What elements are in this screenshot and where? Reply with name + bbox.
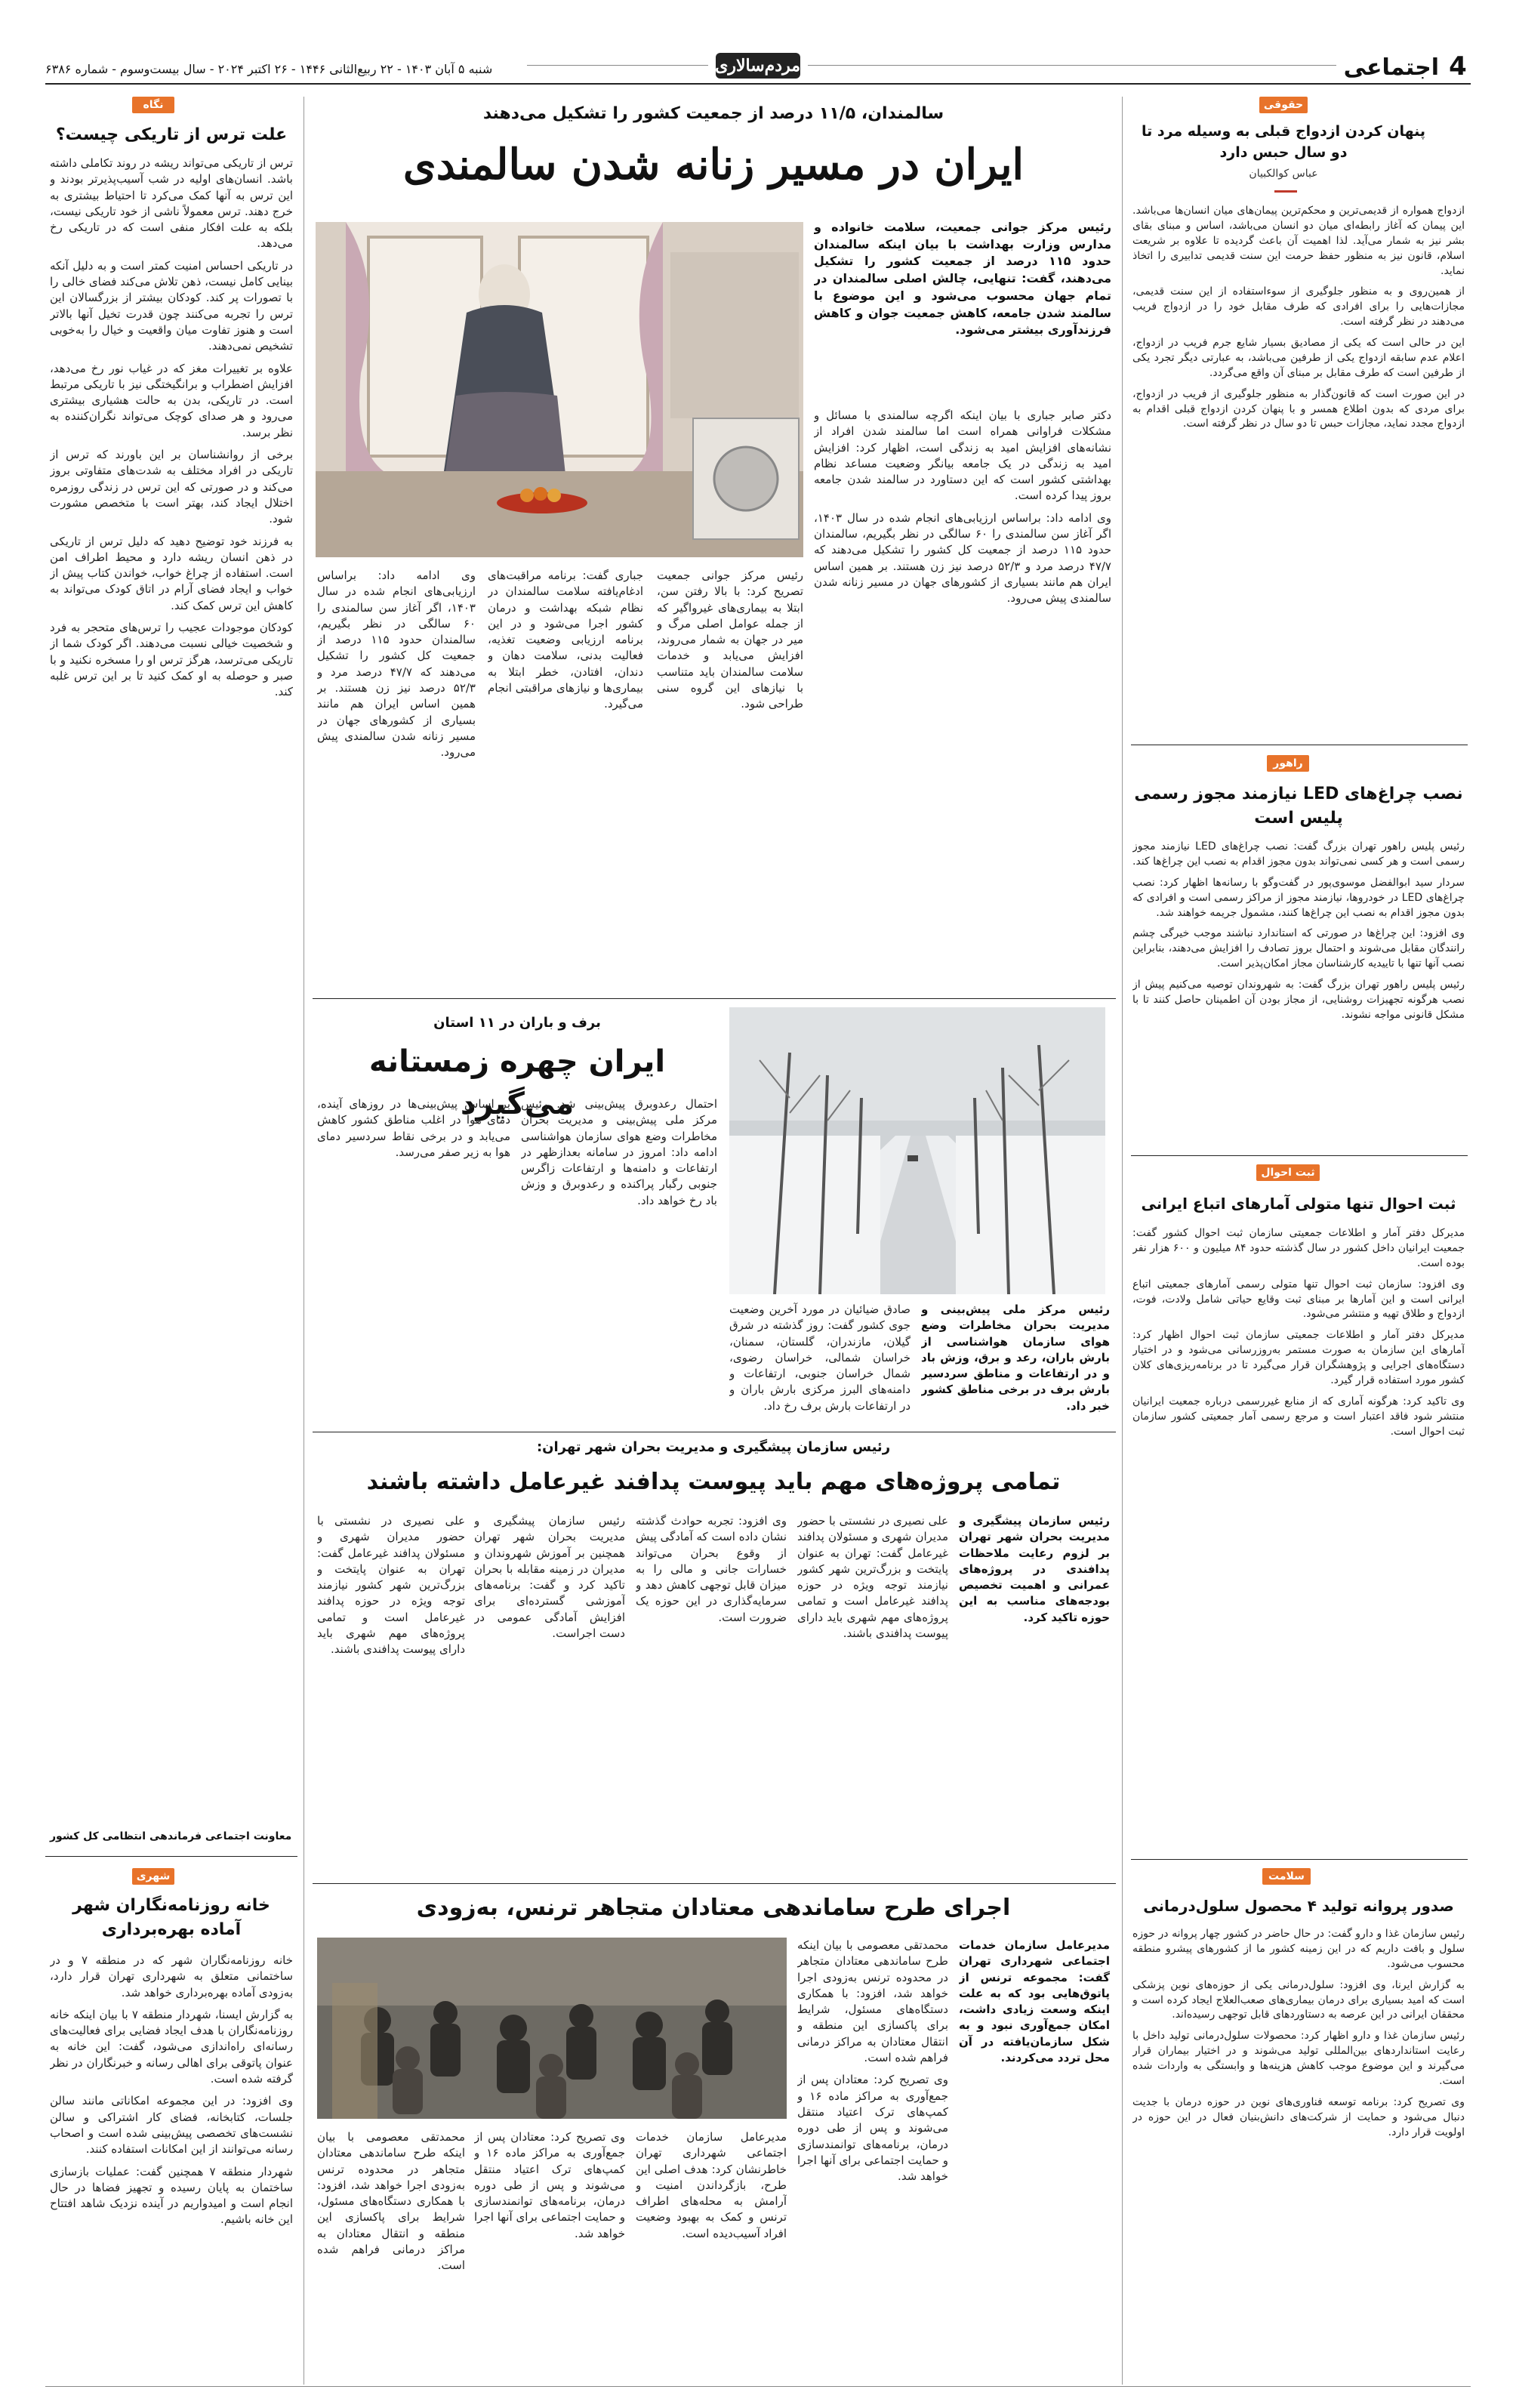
addicts-c1: [797, 1938, 948, 2376]
stats-body: [1132, 1226, 1465, 1845]
led-p1: رئیس پلیس راهور تهران بزرگ گفت: نصب چراغ‌های LED نیازمند مجوز رسمی است و هر کسی نمی‌تواند بدون مجوز اقدام به نصب این چراغ‌ها کند.: [1132, 840, 1465, 868]
crowd-photo: [317, 1938, 787, 2119]
lead-body-c3: [317, 568, 476, 991]
snow-body-c1: [521, 1096, 717, 1414]
lead-p2: وی ادامه داد: براساس ارزیابی‌های انجام شده در سال ۱۴۰۳، اگر آغاز سن سالمندی را ۶۰ سالگی در نظر بگیریم، سالمندان حدود ۱۱۵ درصد از جمعیت کل کشور را تشکیل می‌دهند که ۴۷/۷ درصد مرد و ۵۲/۳ درصد نیز زن هستند. بر همین اساس ایران هم مانند بسیاری از کشورهای جهان در مسیر زنانه شدن سالمندی پیش می‌رود.: [814, 510, 1111, 606]
lead-p3: رئیس مرکز جوانی جمعیت تصریح کرد: با بالا رفتن سن، ابتلا به بیماری‌های غیرواگیر که از جمله عوامل اصلی مرگ و میر در جهان به شمار می‌روند، افزایش می‌یابد و خدمات سلامت سالمندان باید متناسب با نیازهای این گروه سنی طراحی شود.: [657, 569, 803, 711]
addicts-headline: اجرای طرح ساماندهی معتادان متجاهر ترنس، به‌زودی: [416, 1895, 1011, 1921]
tehran-headline: تمامی پروژه‌های مهم باید پیوست پدافند غیرعامل داشته باشند: [366, 1469, 1061, 1495]
fear-p5: به فرزند خود توضیح دهید که دلیل ترس از تاریکی در ذهن انسان ریشه دارد و محیط اطراف امن است. استفاده از چراغ خواب، خواندن کتاب پیش از خواب و ایجاد فضای آرام در اتاق کودک می‌تواند به کاهش این ترس کمک کند.: [50, 534, 293, 612]
right-sep-2: [1131, 1155, 1468, 1156]
press-body: [50, 1953, 293, 2376]
snow-p2: احتمال رعدوبرق پیش‌بینی شد. رئیس مرکز ملی پیش‌بینی و مدیریت بحران مخاطرات وضع هوای سازمان هواشناسی ادامه داد: امروز در سامانه بعدازظهر در ارتفاعات و دامنه‌ها و ارتفاعات زاگرس جنوبی رگبار پراکنده و رعدوبرق و وزش باد رخ خواهد داد.: [521, 1097, 717, 1207]
marriage-p4: در این صورت است که قانون‌گذار به منظور جلوگیری از فریب در ازدواج، برای مردی که بدون اطلاع همسر و با پنهان کردن ازدواج قبلی اقدام به ازدواج مجدد نماید، مجازات حبس تا دو سال در نظر گرفته است.: [1132, 387, 1465, 430]
lead-p1: دکتر صابر جباری با بیان اینکه اگرچه سالمندی با مسائل و مشکلات فراوانی همراه است اما سالمند شدن افراد از نشانه‌های افزایش امید به زندگی است، اظهار کرد: افزایش امید به زندگی در یک جامعه بیانگر وضعیت مساعد نظام بهداشتی کشور است که این دستاورد در سالمند شدن جامعه بروز پیدا کرده است.: [814, 409, 1111, 503]
led-p3: وی افزود: این چراغ‌ها در صورتی که استاندارد نباشند موجب خیرگی چشم رانندگان مقابل می‌شوند و احتمال بروز تصادف را افزایش می‌دهند، بنابراین نصب آنها تنها با تاییدیه کارشناسان مجاز امکان‌پذیر است.: [1132, 927, 1465, 970]
snow-photo: [729, 1007, 1105, 1294]
lead-p2b: وی ادامه داد: براساس ارزیابی‌های انجام شده در سال ۱۴۰۳، اگر آغاز سن سالمندی را ۶۰ سالگی در نظر بگیریم، سالمندان حدود ۱۱۵ درصد از جمعیت کل کشور را تشکیل می‌دهند که ۴۷/۷ درصد مرد و ۵۲/۳ درصد نیز زن هستند. بر همین اساس ایران هم مانند بسیاری از کشورهای جهان در مسیر زنانه شدن سالمندی پیش می‌رود.: [317, 569, 476, 760]
tehran-p3: رئیس سازمان پیشگیری و مدیریت بحران شهر تهران همچنین بر آموزش شهروندان و مدیران در زمینه مقابله با بحران تاکید کرد و گفت: برنامه‌های آموزشی گسترده‌ای برای افزایش آمادگی عمومی در دست اجراست.: [474, 1514, 625, 1641]
header-rule: [45, 83, 1471, 85]
snow-kicker: برف و باران در ۱۱ استان: [433, 1015, 601, 1031]
lead-body-c2: [488, 568, 643, 991]
lead-body-c1: [657, 568, 803, 991]
tehran-c3: [474, 1513, 625, 1876]
page-number: 4: [1449, 51, 1467, 82]
tag-press: شهری: [132, 1868, 174, 1885]
stats-p2: وی افزود: سازمان ثبت احوال تنها متولی رسمی آمارهای جمعیتی اتباع ایرانی است و این آمارها بر مبنای ثبت وقایع حیاتی شامل ولادت، فوت، ازدواج و طلاق تهیه و منتشر می‌شود.: [1132, 1278, 1465, 1321]
lead-p4: جباری گفت: برنامه مراقبت‌های ادغام‌یافته سلامت سالمندان در نظام شبکه بهداشت و درمان کشور اجرا می‌شود و در این برنامه ارزیابی وضعیت تغذیه، فعالیت بدنی، سلامت دهان و دندان، افتادن، خطر ابتلا به بیماری‌ها و نیازهای مراقبتی انجام می‌گیرد.: [488, 569, 643, 711]
lead-separator: [313, 998, 1116, 999]
lead-intro: رئیس مرکز جوانی جمعیت، سلامت خانواده و مدارس وزارت بهداشت با بیان اینکه سالمندان حدود ۱۱۵ درصد از جمعیت کشور را تشکیل می‌دهند، گفت: تنهایی، چالش اصلی سالمندان در تمام جهان محسوب می‌شود و این موضوع با سالمند شدن جامعه، کاهش جمعیت جوان و کاهش فرزندآوری بیشتر می‌شود.: [814, 220, 1111, 338]
press-p3: وی افزود: در این مجموعه امکاناتی مانند سالن جلسات، کتابخانه، فضای کار اشتراکی و سالن نشست‌های تخصصی پیش‌بینی شده است و اصحاب رسانه می‌توانند از این امکانات استفاده کنند.: [50, 2094, 293, 2157]
marriage-body: [1132, 204, 1465, 732]
tag-marriage: حقوقی: [1259, 97, 1308, 113]
addicts-photo: [317, 1938, 787, 2119]
tehran-p2: وی افزود: تجربه حوادث گذشته نشان داده است که آمادگی پیش از وقوع بحران می‌تواند خسارات جانی و مالی را به میزان قابل توجهی کاهش دهد و سرمایه‌گذاری در این حوزه یک ضرورت است.: [636, 1514, 787, 1624]
addicts-c3: [474, 2129, 625, 2376]
addicts-c2: [636, 2129, 787, 2376]
addicts-p2: وی تصریح کرد: معتادان پس از جمع‌آوری به مراکز ماده ۱۶ و کمپ‌های ترک اعتیاد منتقل می‌شوند و پس از طی دوره درمان، برنامه‌های توانمندسازی و حمایت اجتماعی برای آنها اجرا خواهد شد.: [797, 2073, 948, 2184]
led-p4: رئیس پلیس راهور تهران بزرگ گفت: به شهروندان توصیه می‌کنیم پیش از نصب هرگونه تجهیزات روشنایی، از مجاز بودن آن اطمینان حاصل کنند تا با مشکل قانونی مواجه نشوند.: [1132, 979, 1465, 1021]
marriage-title: پنهان کردن ازدواج قبلی به وسیله مرد تا دو سال حبس دارد: [1141, 123, 1426, 161]
lead-kicker: سالمندان، ۱۱/۵ درصد از جمعیت کشور را تشکیل می‌دهند: [482, 104, 944, 123]
footer-rule: [45, 2386, 1471, 2387]
divider-right: [1122, 97, 1123, 2385]
lead-photo: [316, 222, 803, 557]
addicts-c4: [317, 2129, 465, 2376]
marriage-p2: از همین‌روی و به منظور جلوگیری از سوءاستفاده از این سنت قدیمی، مجازات‌هایی را برای افرادی که طرف مقابل خود را در ازدواج فریب می‌دهند در نظر گرفته است.: [1132, 285, 1465, 328]
tehran-c2: [636, 1513, 787, 1876]
snow-headline: ایران چهره زمستانه می‌گیرد: [368, 1044, 666, 1121]
tehran-p1: علی نصیری در نشستی با حضور مدیران شهری و مسئولان پدافند غیرعامل گفت: تهران به عنوان پایتخت و بزرگ‌ترین شهر کشور نیازمند توجه ویژه در حوزه پدافند غیرعامل است و تمامی پروژه‌های مهم شهری باید دارای پیوست پدافندی باشند.: [797, 1514, 948, 1641]
header-rule-left: [527, 65, 708, 66]
fear-p6: کودکان موجودات عجیب را ترس‌های متحجر به فرد و شخصیت خیالی نسبت می‌دهند. اگر کودک شما از تاریکی می‌ترسد، هرگز ترس او را مسخره نکنید و با صبر و حوصله به او کمک کنید تا بر این ترس غلبه کند.: [50, 621, 293, 699]
lead-headline: ایران در مسیر زنانه شدن سالمندی: [402, 140, 1025, 190]
masthead-text: مردم‌سالاری: [715, 56, 800, 76]
press-title: خانه روزنامه‌نگاران شهر آماده بهره‌برداری: [72, 1896, 270, 1939]
tehran-kicker: رئیس سازمان پیشگیری و مدیریت بحران شهر تهران:: [536, 1439, 891, 1455]
page-header: [0, 0, 1516, 83]
led-p2: سردار سید ابوالفضل موسوی‌پور در گفت‌وگو با رسانه‌ها اظهار کرد: نصب چراغ‌های LED در خودروها، نیازمند مجوز از مراکز رسمی است و افرادی که بدون مجوز اقدام به نصب این چراغ‌ها کنند، مشمول جریمه خواهند شد.: [1132, 876, 1465, 919]
header-rule-right: [808, 65, 1336, 66]
fear-p2: در تاریکی احساس امنیت کمتر است و به دلیل آنکه بینایی کامل نیست، ذهن تلاش می‌کند فضای خالی را با تصورات پر کند. کودکان بیشتر از بزرگسالان این ترس را تجربه می‌کنند چون قدرت تخیل آنها بالاتر است و هنوز تفاوت میان واقعیت و خیال را به‌خوبی تشخیص نمی‌دهند.: [50, 258, 293, 353]
snow-p1: صادق ضیائیان در مورد آخرین وضعیت جوی کشور گفت: روز گذشته در شرق گیلان، مازندران، گلستان، سمنان، خراسان شمالی، خراسان رضوی، شمال خراسان جنوبی، ارتفاعات و دامنه‌های البرز مرکزی بارش باران و در ارتفاعات بارش برف رخ داد.: [729, 1303, 911, 1413]
marriage-author: عباس کوالکبیان: [1249, 168, 1318, 180]
cells-p3: رئیس سازمان غذا و دارو اظهار کرد: محصولات سلول‌درمانی تولید داخل با رعایت استانداردهای بین‌المللی تولید می‌شوند و در اختیار بیماران قرار می‌گیرند و این موضوع موجب کاهش هزینه‌ها و وابستگی به واردات شده است.: [1132, 2030, 1465, 2087]
stats-title: ثبت احوال تنها متولی آمارهای اتباع ایرانی: [1141, 1195, 1456, 1213]
marriage-p1: ازدواج همواره از قدیمی‌ترین و محکم‌ترین پیمان‌های میان انسان‌ها می‌باشد. این پیمان که آغاز رابطه‌ای میان دو انسان می‌باشد، اساس و مبنای بقای بشر نیز به شمار می‌آید. لذا اهمیت آن باعث گردیده تا علاوه بر شریعت اسلام، قانون نیز به منظور حفظ حرمت این سنت قدیمی تدابیری را اتخاذ نماید.: [1132, 205, 1465, 277]
tag-fear: نگاه: [132, 97, 174, 113]
addicts-p3: مدیرعامل سازمان خدمات اجتماعی شهرداری تهران خاطرنشان کرد: هدف اصلی این طرح، بازگرداندن امنیت و آرامش به محله‌های اطراف ترنس و کمک به بهبود وضعیت افراد آسیب‌دیده است.: [636, 2130, 787, 2240]
snow-body-c2: [317, 1096, 510, 1414]
tehran-c4: [317, 1513, 465, 1876]
section-title: اجتماعی: [1343, 54, 1439, 81]
press-p4: شهردار منطقه ۷ همچنین گفت: عملیات بازسازی ساختمان به پایان رسیده و تجهیز فضاها در حال انجام است و امیدواریم در آینده نزدیک شاهد افتتاح این خانه باشیم.: [50, 2164, 293, 2227]
fear-p1: ترس از تاریکی می‌تواند ریشه در روند تکاملی داشته باشد. انسان‌های اولیه در شب آسیب‌پذیرتر بودند و این ترس به آنها کمک می‌کرد تا احتیاط بیشتری به خرج دهند. ترس معمولاً ناشی از خود تاریکی نیست، بلکه به علت افکار منفی است که در تاریکی رخ می‌دهد.: [50, 156, 293, 251]
fear-p3: علاوه بر تغییرات مغز که در غیاب نور رخ می‌دهد، افزایش اضطراب و برانگیختگی نیز با تاریکی مرتبط است. در تاریکی، بدن به حالت هشیاری بیشتری می‌رود و هر صدای کوچک می‌تواند نگران‌کننده به نظر برسد.: [50, 361, 293, 439]
press-p2: به گزارش ایسنا، شهردار منطقه ۷ با بیان اینکه خانه روزنامه‌نگاران با هدف ایجاد فضایی برای فعالیت‌های رسانه‌ای راه‌اندازی می‌شود، گفت: این خانه به عنوان پاتوقی برای اهالی رسانه و خبرنگاران در نظر گرفته شده است.: [50, 2007, 293, 2086]
addicts-p1b: محمدتقی معصومی با بیان اینکه طرح ساماندهی معتادان متجاهر در محدوده ترنس به‌زودی اجرا خواهد شد، افزود: با همکاری دستگاه‌های مسئول، شرایط برای پاکسازی این منطقه و انتقال معتادان به مراکز درمانی فراهم شده است.: [317, 2130, 465, 2273]
marriage-p3: این در حالی است که یکی از مصادیق بسیار شایع جرم فریب در ازدواج، اعلام عدم سابقه ازدواج یکی از طرفین می‌باشد، به عبارتی دیگر تجرد یکی از طرفین است که طرف مقابل بر مبنای آن واقع می‌گردد.: [1132, 337, 1465, 379]
fear-p4: برخی از روانشناسان بر این باورند که ترس از تاریکی در افراد مختلف به شدت‌های متفاوتی بروز می‌کند و در صورتی که این ترس در زندگی روزمره اختلال ایجاد کند، بهتر است با متخصص مشورت شود.: [50, 448, 293, 526]
left-separator: [45, 1856, 297, 1857]
snow-body-c3: [729, 1302, 911, 1423]
led-title: نصب چراغ‌های LED نیازمند مجوز رسمی پلیس است: [1134, 785, 1463, 828]
press-p1: خانه روزنامه‌نگاران شهر که در منطقه ۷ و در ساختمانی متعلق به شهرداری تهران قرار دارد، به‌زودی آماده بهره‌برداری خواهد شد.: [50, 1953, 293, 1999]
led-body: [1132, 840, 1465, 1142]
tag-stats: ثبت احوال: [1256, 1164, 1320, 1181]
dateline: شنبه ۵ آبان ۱۴۰۳ - ۲۲ ربیع‌الثانی ۱۴۴۶ - ۲۶ اکتبر ۲۰۲۴ - سال بیست‌وسوم - شماره ۶۳۸۶: [45, 62, 493, 76]
addicts-p1: محمدتقی معصومی با بیان اینکه طرح ساماندهی معتادان متجاهر در محدوده ترنس به‌زودی اجرا خواهد شد، افزود: با همکاری دستگاه‌های مسئول، شرایط برای پاکسازی این منطقه و انتقال معتادان به مراکز درمانی فراهم شده است.: [797, 1938, 948, 2065]
tehran-c1: [797, 1513, 948, 1876]
right-sep-3: [1131, 1859, 1468, 1860]
cells-p4: وی تصریح کرد: برنامه توسعه فناوری‌های نوین در حوزه درمان با جدیت دنبال می‌شود و حمایت از شرکت‌های دانش‌بنیان فعال در این حوزه در اولویت قرار دارد.: [1132, 2095, 1465, 2138]
cells-p2: به گزارش ایرنا، وی افزود: سلول‌درمانی یکی از حوزه‌های نوین پزشکی است که امید بسیاری برای درمان بیماری‌های صعب‌العلاج ایجاد کرده است و محققان ایرانی در این عرصه به دستاوردهای قابل توجهی رسیده‌اند.: [1132, 1978, 1465, 2021]
addicts-intro: مدیرعامل سازمان خدمات اجتماعی شهرداری تهران گفت: مجموعه ترنس از پاتوق‌هایی بود که به علت اینکه وسعت زیادی داشت، امکان جمع‌آوری نبود و به شکل سازمان‌یافته در آن محل تردد می‌کردند.: [959, 1938, 1110, 2065]
fear-body: [50, 156, 293, 1824]
tehran-separator: [313, 1883, 1116, 1884]
addicts-p2b: وی تصریح کرد: معتادان پس از جمع‌آوری به مراکز ماده ۱۶ و کمپ‌های ترک اعتیاد منتقل می‌شوند و پس از طی دوره درمان، برنامه‌های توانمندسازی و حمایت اجتماعی برای آنها اجرا خواهد شد.: [474, 2130, 625, 2240]
stats-p4: وی تاکید کرد: هرگونه آماری که از منابع غیررسمی درباره جمعیت ایرانیان منتشر شود فاقد اعتبار است و مرجع رسمی آمار جمعیتی کشور سازمان ثبت احوال است.: [1132, 1395, 1465, 1438]
cells-title: صدور پروانه تولید ۴ محصول سلول‌درمانی: [1143, 1897, 1454, 1915]
fear-title: علت ترس از تاریکی چیست؟: [55, 125, 288, 144]
tag-led: راهور: [1267, 755, 1309, 772]
fear-signature: معاونت اجتماعی فرماندهی انتظامی کل کشور: [50, 1830, 292, 1842]
stats-p1: مدیرکل دفتر آمار و اطلاعات جمعیتی سازمان ثبت احوال کشور گفت: جمعیت ایرانیان داخل کشور در سال گذشته حدود ۸۴ میلیون و ۶۰۰ هزار نفر بوده است.: [1132, 1227, 1465, 1269]
tehran-intro: رئیس سازمان پیشگیری و مدیریت بحران شهر تهران بر لزوم رعایت ملاحظات پدافندی در پروژه‌های عمرانی و اهمیت تخصیص بودجه‌های مناسب به این حوزه تاکید کرد.: [959, 1514, 1110, 1624]
snow-p3: بر اساس پیش‌بینی‌ها در روزهای آینده، دمای هوا در اغلب مناطق کشور کاهش می‌یابد و در برخی نقاط سردسیر دمای هوا به زیر صفر می‌رسد.: [317, 1097, 510, 1159]
tag-cells: سلامت: [1262, 1868, 1311, 1885]
masthead-logo: [716, 53, 800, 79]
cells-body: [1132, 1927, 1465, 2380]
lead-body-right: [814, 408, 1111, 997]
marriage-accent: [1274, 190, 1297, 193]
snowy-street-photo: [729, 1007, 1105, 1294]
snow-intro: رئیس مرکز ملی پیش‌بینی و مدیریت بحران مخاطرات وضع هوای سازمان هواشناسی از بارش باران، رعد و برق، وزش باد و در ارتفاعات و مناطق سردسیر بارش برف در برخی مناطق کشور خبر داد.: [921, 1303, 1110, 1413]
tehran-p1b: علی نصیری در نشستی با حضور مدیران شهری و مسئولان پدافند غیرعامل گفت: تهران به عنوان پایتخت و بزرگ‌ترین شهر کشور نیازمند توجه ویژه در حوزه پدافند غیرعامل است و تمامی پروژه‌های مهم شهری باید دارای پیوست پدافندی باشند.: [317, 1514, 465, 1657]
stats-p3: مدیرکل دفتر آمار و اطلاعات جمعیتی سازمان ثبت احوال اظهار کرد: آمارهای این سازمان به صورت مستمر به‌روزرسانی می‌شود و در اختیار دستگاه‌های اجرایی و پژوهشگران قرار می‌گیرد تا در برنامه‌ریزی‌های کلان کشور مورد استفاده قرار گیرد.: [1132, 1329, 1465, 1386]
elderly-woman-photo: [316, 222, 803, 557]
cells-p1: رئیس سازمان غذا و دارو گفت: در حال حاضر در کشور چهار پروانه در حوزه سلول و بافت داریم که در این زمینه کشور ما از کشورهای پیشرو منطقه محسوب می‌شود.: [1132, 1928, 1465, 1970]
